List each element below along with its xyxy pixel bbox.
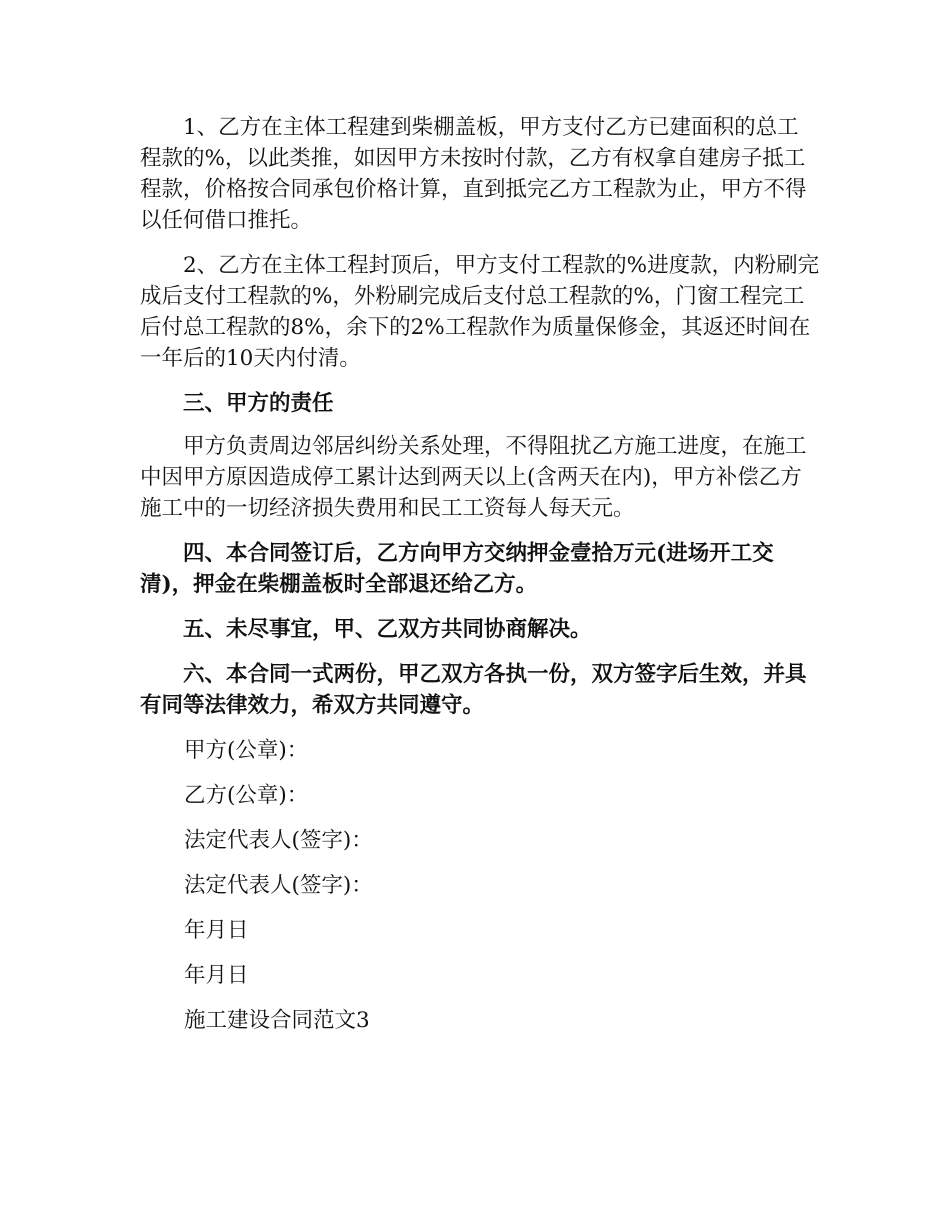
section-heading-party-a-duties: 三、甲方的责任 [183, 391, 334, 416]
clause-unsettled-matters: 五、未尽事宜，甲、乙双方共同协商解决。 [183, 617, 592, 642]
next-document-title: 施工建设合同范文3 [184, 1008, 370, 1033]
legal-rep-a-line: 法定代表人(签字)： [184, 828, 373, 853]
clause-party-a-duties: 甲方负责周边邻居纠纷关系处理，不得阻扰乙方施工进度，在施工中因甲方原因造成停工累计达到两天以上(含两天在内)，甲方补偿乙方施工中的一切经济损失费用和民工工资每人每天元。 [140, 434, 807, 521]
date-line-b: 年月日 [184, 963, 249, 988]
party-b-seal-line: 乙方(公章)： [184, 783, 309, 808]
party-a-seal-line: 甲方(公章)： [184, 738, 309, 763]
clause-payment-1: 1、乙方在主体工程建到柴棚盖板，甲方支付乙方已建面积的总工程款的%，以此类推，如因甲方未按时付款，乙方有权拿自建房子抵工程款，价格按合同承包价格计算，直到抵完乙方工程款为止，甲方不得以任何借口推托。 [140, 115, 807, 233]
clause-copies-validity: 六、本合同一式两份，甲乙双方各执一份，双方签字后生效，并具有同等法律效力，希双方共同遵守。 [140, 662, 807, 718]
clause-payment-2: 2、乙方在主体工程封顶后，甲方支付工程款的%进度款，内粉刷完成后支付工程款的%，外粉刷完成后支付总工程款的%，门窗工程完工后付总工程款的8%，余下的2%工程款作为质量保修金，其返还时间在一年后的10天内付清。 [140, 253, 820, 371]
clause-deposit: 四、本合同签订后，乙方向甲方交纳押金壹拾万元(进场开工交清)，押金在柴棚盖板时全部退还给乙方。 [140, 541, 774, 597]
legal-rep-b-line: 法定代表人(签字)： [184, 873, 373, 898]
date-line-a: 年月日 [184, 918, 249, 943]
contract-body [140, 112, 820, 1036]
